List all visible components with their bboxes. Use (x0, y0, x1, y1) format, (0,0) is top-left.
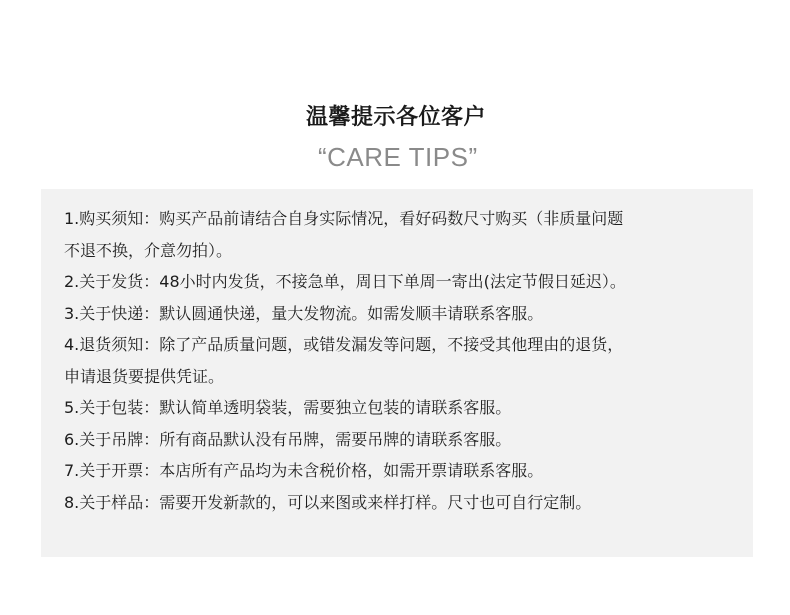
tip-item-8 (64, 487, 736, 519)
tip-line: 7.关于开票：本店所有产品均为未含税价格，如需开票请联系客服。 (64, 461, 544, 480)
page-subtitle: “CARE TIPS” (318, 142, 478, 172)
tip-line: 5.关于包装：默认简单透明袋装，需要独立包装的请联系客服。 (64, 398, 512, 417)
tip-item-6 (64, 424, 736, 456)
tip-item-5 (64, 392, 736, 424)
tip-item-4 (64, 329, 736, 392)
page-title: 温馨提示各位客户 (306, 105, 487, 130)
header (0, 103, 790, 183)
tip-line: 3.关于快递：默认圆通快递，量大发物流。如需发顺丰请联系客服。 (64, 303, 544, 323)
tip-line: 不退不换，介意勿拍）。 (64, 240, 233, 260)
tip-item-3 (64, 298, 736, 330)
tip-item-1 (64, 203, 736, 266)
tip-line: 1.购买须知：购买产品前请结合自身实际情况，看好码数尺寸购买（非质量问题 (64, 209, 624, 228)
care-tips-panel (41, 189, 753, 557)
tip-item-7 (64, 455, 736, 487)
tip-line: 2.关于发货：48小时内发货，不接急单，周日下单周一寄出(法定节假日延迟）。 (64, 272, 626, 291)
tip-item-2 (64, 266, 736, 298)
tip-line: 8.关于样品：需要开发新款的，可以来图或来样打样。尺寸也可自行定制。 (64, 492, 592, 512)
tip-line: 申请退货要提供凭证。 (64, 366, 225, 386)
tip-line: 4.退货须知：除了产品质量问题，或错发漏发等问题，不接受其他理由的退货， (64, 335, 624, 354)
tip-line: 6.关于吊牌：所有商品默认没有吊牌，需要吊牌的请联系客服。 (64, 429, 512, 449)
tips-list (64, 203, 736, 518)
